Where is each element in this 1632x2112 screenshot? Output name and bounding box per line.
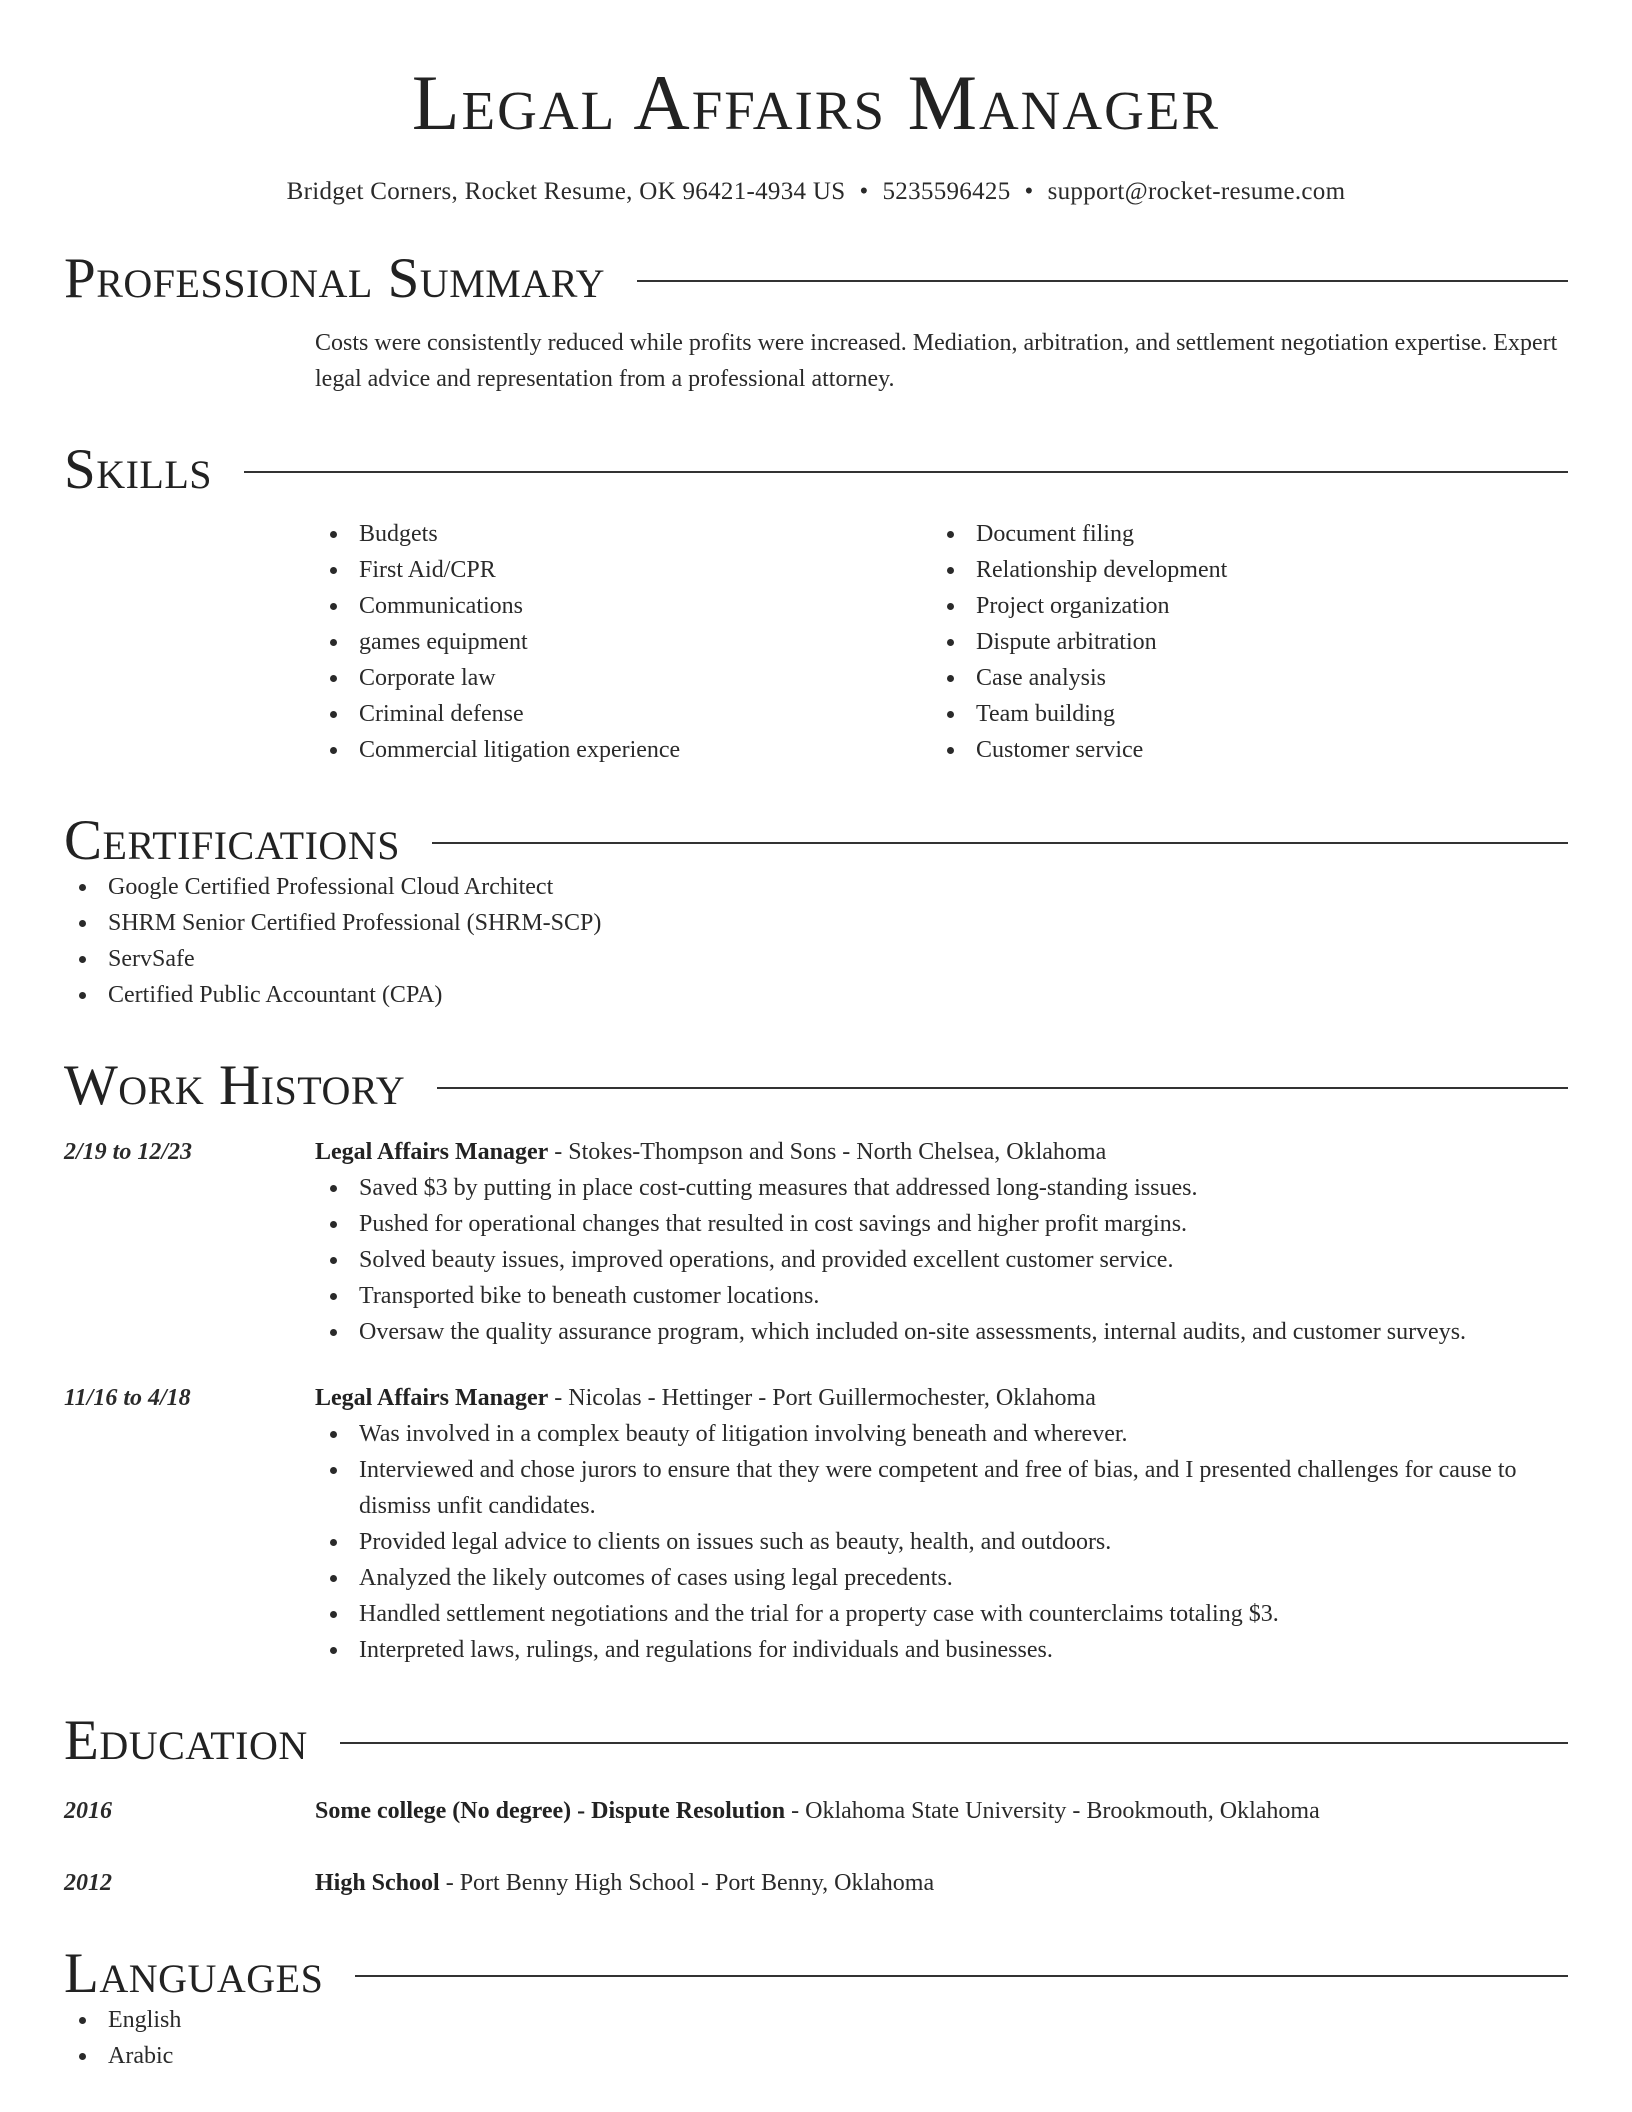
certification-item [64,905,1568,941]
bullet-dot [330,567,337,574]
certification-label: Google Certified Professional Cloud Architect [108,874,554,900]
job-bullets [315,1170,1568,1350]
bullet-dot [330,747,337,754]
job-bullet-text: Saved $3 by putting in place cost-cutting measures that addressed long-standing issues. [359,1175,1198,1201]
job-bullet [315,1560,1568,1596]
bullet-dot [330,1257,337,1264]
job-bullet-text: Analyzed the likely outcomes of cases using legal precedents. [359,1565,953,1591]
job-bullet [315,1314,1568,1350]
skill-item [315,660,932,696]
skill-label: Dispute arbitration [976,629,1157,655]
certification-label: SHRM Senior Certified Professional (SHRM-SCP) [108,910,602,936]
job-bullet [315,1416,1568,1452]
certifications-list [64,869,1568,1013]
bullet-dot [947,711,954,718]
skill-label: Document filing [976,521,1134,547]
skills-grid [315,516,1568,768]
job-bullets [315,1416,1568,1668]
bullet-dot [330,1647,337,1654]
certification-label: ServSafe [108,946,195,972]
job-bullet [315,1170,1568,1206]
section-header-certifications [64,809,1568,872]
job-bullet-text: Handled settlement negotiations and the trial for a property case with counterclaims totaling $3. [359,1601,1279,1627]
education-year: 2016 [64,1798,112,1824]
skill-item [315,588,932,624]
job-content [315,1134,1568,1350]
job-employer: - Nicolas - Hettinger - Port Guillermochester, Oklahoma [548,1385,1096,1411]
section-title-summary: Professional Summary [64,247,606,310]
skill-label: Corporate law [359,665,496,691]
bullet-dot [330,1293,337,1300]
contact-email: support@rocket-resume.com [1047,178,1346,205]
candidate-name: Legal Affairs Manager [411,59,1221,146]
skill-label: Team building [976,701,1115,727]
job-bullet [315,1596,1568,1632]
skill-label: First Aid/CPR [359,557,496,583]
job-dates: 2/19 to 12/23 [64,1139,193,1165]
skill-item [315,732,932,768]
bullet-dot [330,1329,337,1336]
contact-separator: • [859,178,869,205]
job-bullet [315,1632,1568,1668]
skill-label: Relationship development [976,557,1228,583]
bullet-dot [947,639,954,646]
job-content [315,1380,1568,1668]
bullet-dot [79,956,86,963]
certification-item [64,869,1568,905]
certification-label: Certified Public Accountant (CPA) [108,982,443,1008]
job-employer: - Stokes-Thompson and Sons - North Chelsea, Oklahoma [548,1139,1107,1165]
languages-list [64,2002,1568,2074]
education-school: - Oklahoma State University - Brookmouth, Oklahoma [785,1798,1320,1824]
job-bullet [315,1452,1568,1524]
bullet-dot [79,992,86,999]
education-school: - Port Benny High School - Port Benny, Oklahoma [439,1870,935,1896]
skill-item [932,732,1549,768]
bullet-dot [947,531,954,538]
skill-item [932,660,1549,696]
contact-address: Bridget Corners, Rocket Resume, OK 96421-4934 US [286,178,846,205]
section-divider [244,471,1568,473]
language-item [64,2038,1568,2074]
skills-column-right [932,516,1549,768]
job-bullet-text: Solved beauty issues, improved operations, and provided excellent customer service. [359,1247,1174,1273]
bullet-dot [947,675,954,682]
education-degree: High School [315,1870,440,1896]
skill-item [932,588,1549,624]
education-degree: Some college (No degree) - Dispute Resolution [315,1798,786,1824]
language-label: Arabic [108,2043,174,2069]
education-entry [64,1793,1568,1829]
section-divider [437,1087,1568,1089]
job-bullet [315,1242,1568,1278]
summary-text: Costs were consistently reduced while profits were increased. Mediation, arbitration, and settlement negotiation expertise. Expert legal advice and representation from a professional attorney. [315,330,1558,392]
bullet-dot [330,1575,337,1582]
skill-label: Criminal defense [359,701,524,727]
job-bullet-text: Transported bike to beneath customer locations. [359,1283,820,1309]
job-entry [64,1380,1568,1668]
job-bullet [315,1278,1568,1314]
skill-label: Communications [359,593,523,619]
contact-separator: • [1024,178,1034,205]
section-title-work-history: Work History [64,1054,406,1117]
job-role: Legal Affairs Manager [315,1385,549,1411]
section-divider [355,1975,1568,1977]
section-divider [637,280,1568,282]
bullet-dot [330,1611,337,1618]
bullet-dot [947,747,954,754]
skill-item [932,516,1549,552]
job-bullet [315,1206,1568,1242]
education-details [315,1865,1568,1901]
job-bullet-text: Interpreted laws, rulings, and regulations for individuals and businesses. [359,1637,1053,1663]
skill-item [315,696,932,732]
section-title-skills: Skills [64,438,213,501]
education-year: 2012 [64,1870,112,1896]
job-role: Legal Affairs Manager [315,1139,549,1165]
section-header-skills [64,438,1568,501]
section-divider [432,842,1568,844]
bullet-dot [330,1185,337,1192]
skill-item [315,552,932,588]
section-header-summary [64,247,1568,310]
job-entry [64,1134,1568,1350]
job-bullet-text: Was involved in a complex beauty of litigation involving beneath and wherever. [359,1421,1128,1447]
contact-line [64,178,1568,206]
job-header [315,1134,1568,1170]
certification-item [64,941,1568,977]
section-header-work-history [64,1054,1568,1117]
bullet-dot [79,2053,86,2060]
job-bullet [315,1524,1568,1560]
section-title-education: Education [64,1709,308,1772]
bullet-dot [330,1221,337,1228]
job-bullet-text: Provided legal advice to clients on issues such as beauty, health, and outdoors. [359,1529,1112,1555]
bullet-dot [79,2017,86,2024]
skill-label: Budgets [359,521,438,547]
skills-column-left [315,516,932,768]
bullet-dot [947,567,954,574]
certification-item [64,977,1568,1013]
section-divider [340,1742,1568,1744]
job-bullet-text: Oversaw the quality assurance program, which included on-site assessments, internal audits, and customer surveys. [359,1319,1467,1345]
skill-label: games equipment [359,629,528,655]
skill-label: Project organization [976,593,1170,619]
section-title-certifications: Certifications [64,809,400,872]
bullet-dot [330,1431,337,1438]
job-dates: 11/16 to 4/18 [64,1385,191,1411]
bullet-dot [330,531,337,538]
job-bullet-text: Pushed for operational changes that resulted in cost savings and higher profit margins. [359,1211,1188,1237]
skill-item [315,516,932,552]
skill-item [932,624,1549,660]
contact-phone: 5235596425 [882,178,1011,205]
bullet-dot [330,639,337,646]
bullet-dot [79,884,86,891]
education-details [315,1793,1568,1829]
bullet-dot [330,1539,337,1546]
skill-label: Case analysis [976,665,1106,691]
education-entry [64,1865,1568,1901]
section-header-education [64,1709,1568,1772]
bullet-dot [330,603,337,610]
language-label: English [108,2007,182,2033]
job-header [315,1380,1568,1416]
section-header-languages [64,1942,1568,2005]
skill-label: Commercial litigation experience [359,737,681,763]
language-item [64,2002,1568,2038]
skill-label: Customer service [976,737,1144,763]
section-title-languages: Languages [64,1942,324,2005]
skill-item [932,696,1549,732]
bullet-dot [79,920,86,927]
skill-item [315,624,932,660]
job-bullet-text: Interviewed and chose jurors to ensure that they were competent and free of bias, and I presented challenges for cause to dismiss unfit candidates. [359,1457,1517,1519]
bullet-dot [947,603,954,610]
bullet-dot [330,1467,337,1474]
bullet-dot [330,675,337,682]
skill-item [932,552,1549,588]
bullet-dot [330,711,337,718]
